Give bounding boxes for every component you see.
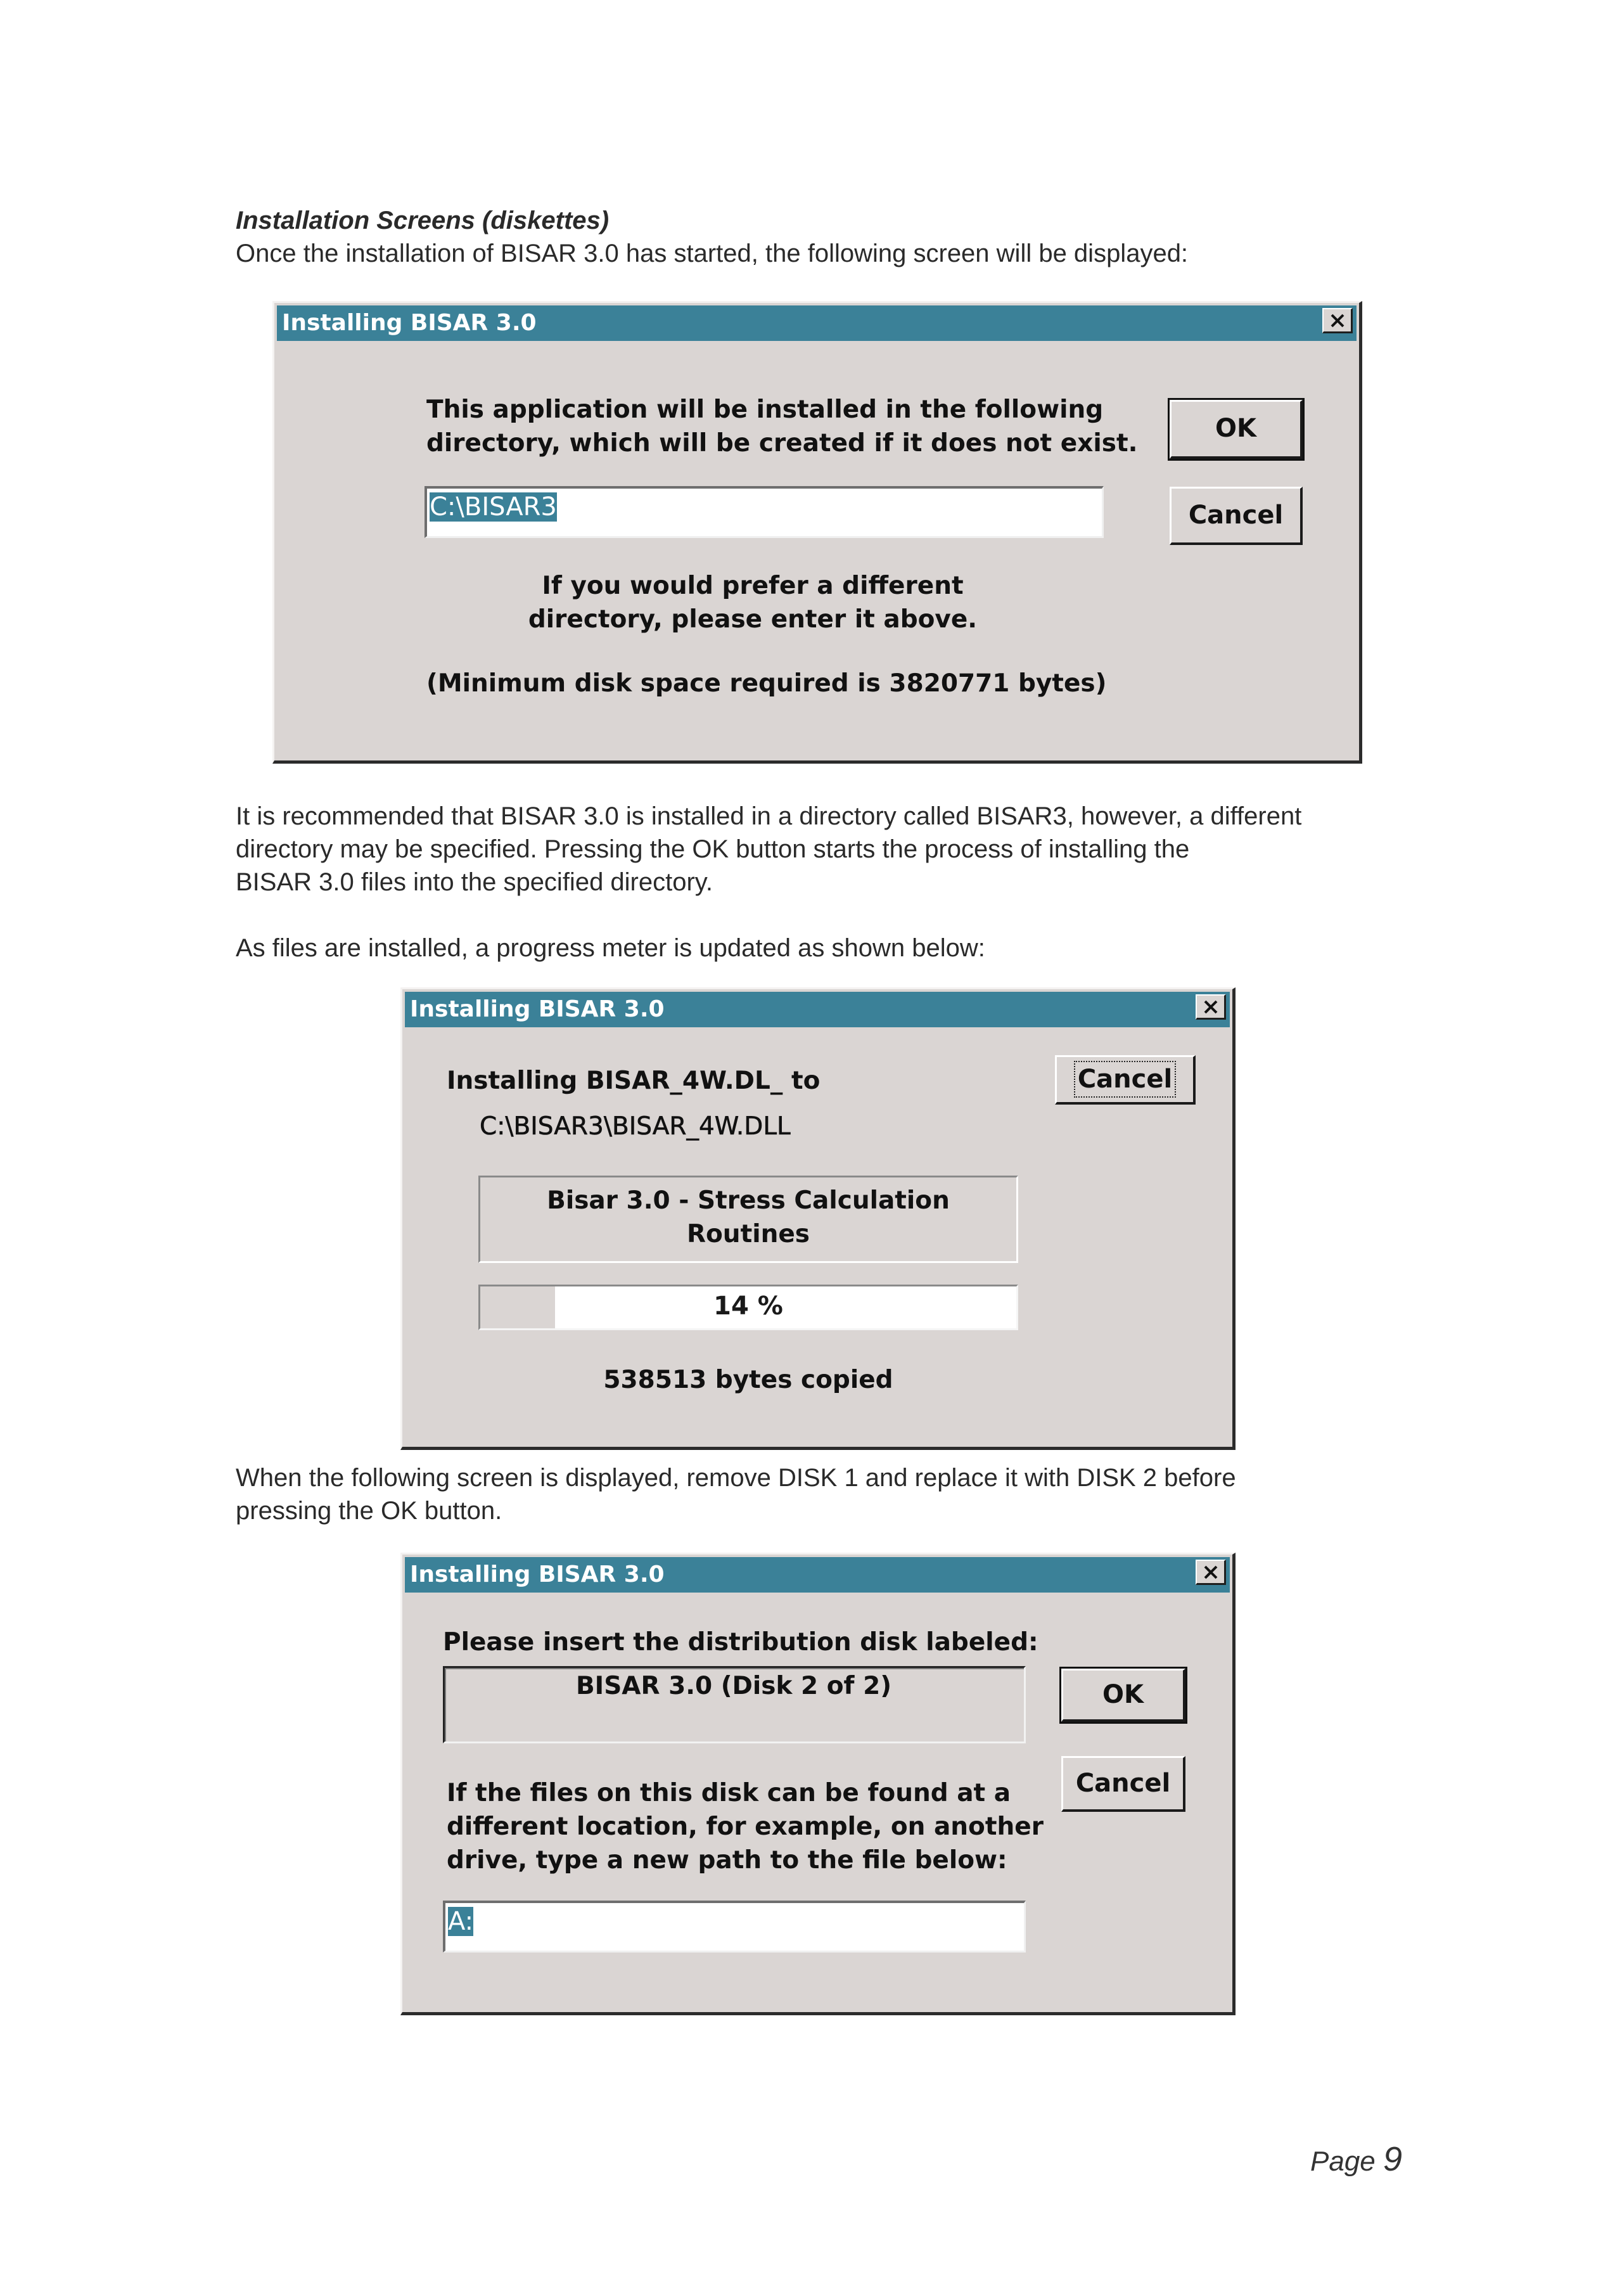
progress-paragraph-line: As files are installed, a progress meter is updated as shown below:: [236, 934, 985, 962]
dialog-title: Installing BISAR 3.0: [410, 996, 665, 1022]
disk-label: BISAR 3.0 (Disk 2 of 2): [575, 1672, 892, 1700]
insert-disk-dialog: [400, 1553, 1236, 2015]
page-word: Page: [1310, 2146, 1376, 2177]
progress-paragraph: [236, 932, 985, 965]
install-message-line-2: directory, which will be created if it does not exist.: [426, 429, 1138, 458]
min-space-message: (Minimum disk space required is 3820771 bytes): [426, 669, 1107, 698]
close-button[interactable]: [1196, 1560, 1226, 1585]
ok-button[interactable]: [1061, 1669, 1185, 1722]
recommendation-line-3: BISAR 3.0 files into the specified directory.: [236, 868, 713, 896]
target-path: C:\BISAR3\BISAR_4W.DLL: [480, 1112, 791, 1141]
recommendation-paragraph: [236, 800, 1301, 899]
close-icon: [1203, 1565, 1218, 1580]
help-line-3: drive, type a new path to the file below:: [447, 1846, 1007, 1875]
disk-swap-paragraph: [236, 1461, 1236, 1527]
help-line-2: different location, for example, on another: [447, 1812, 1044, 1841]
recommendation-line-2: directory may be specified. Pressing the OK button starts the process of installing the: [236, 835, 1190, 863]
progress-percent-label: 14 %: [713, 1292, 783, 1321]
directory-input[interactable]: [425, 486, 1104, 538]
component-name-line-2: Routines: [686, 1220, 810, 1248]
close-button[interactable]: [1322, 308, 1353, 333]
close-button[interactable]: [1196, 994, 1226, 1020]
help-line-1: If the files on this disk can be found at a: [447, 1779, 1011, 1807]
prefer-message: [426, 569, 1079, 636]
dialog-title: Installing BISAR 3.0: [410, 1562, 665, 1587]
dialog-title: Installing BISAR 3.0: [282, 310, 537, 336]
alternate-location-help: [447, 1776, 1044, 1877]
component-name: [480, 1184, 1016, 1251]
cancel-button-label: Cancel: [1075, 1769, 1171, 1798]
close-icon: [1330, 313, 1345, 328]
cancel-button[interactable]: [1055, 1055, 1196, 1105]
disk-swap-line-1: When the following screen is displayed, remove DISK 1 and replace it with DISK 2 before: [236, 1464, 1236, 1492]
disk-label-box: [443, 1666, 1026, 1743]
bytes-copied: 538513 bytes copied: [603, 1366, 893, 1394]
ok-button-label: OK: [1215, 414, 1256, 443]
install-message-line-1: This application will be installed in the following: [426, 395, 1104, 424]
progress-bar: [478, 1285, 1018, 1330]
install-message: [426, 393, 1138, 460]
install-directory-dialog: [272, 301, 1362, 764]
ok-button-label: OK: [1102, 1680, 1144, 1709]
page-number-value: 9: [1383, 2140, 1403, 2178]
prefer-message-line-1: If you would prefer a different: [542, 572, 964, 600]
cancel-button[interactable]: [1061, 1756, 1185, 1812]
dialog-titlebar: [405, 1557, 1230, 1593]
installing-file-line: Installing BISAR_4W.DL_ to: [447, 1067, 821, 1095]
section-text: [236, 204, 1188, 270]
disk-swap-line-2: pressing the OK button.: [236, 1497, 502, 1525]
directory-input-value: C:\BISAR3: [430, 492, 557, 522]
install-progress-dialog: [400, 987, 1236, 1450]
section-heading: Installation Screens (diskettes): [236, 207, 610, 234]
dialog-titlebar: [405, 992, 1230, 1027]
cancel-button[interactable]: [1170, 487, 1303, 545]
recommendation-line-1: It is recommended that BISAR 3.0 is installed in a directory called BISAR3, however, a different: [236, 802, 1302, 830]
close-icon: [1203, 999, 1218, 1015]
cancel-button-label: Cancel: [1188, 501, 1284, 530]
cancel-button-label: Cancel: [1077, 1065, 1173, 1094]
page-number: [1310, 2139, 1402, 2179]
component-box: [478, 1176, 1018, 1263]
component-name-line-1: Bisar 3.0 - Stress Calculation: [547, 1186, 950, 1215]
section-intro: Once the installation of BISAR 3.0 has started, the following screen will be displayed:: [236, 240, 1189, 267]
dialog-titlebar: [277, 305, 1357, 341]
path-input-value: A:: [448, 1907, 474, 1936]
prefer-message-line-2: directory, please enter it above.: [528, 605, 978, 634]
path-input[interactable]: [443, 1901, 1026, 1953]
ok-button[interactable]: [1170, 400, 1303, 459]
insert-disk-prompt: Please insert the distribution disk labeled:: [443, 1628, 1038, 1657]
